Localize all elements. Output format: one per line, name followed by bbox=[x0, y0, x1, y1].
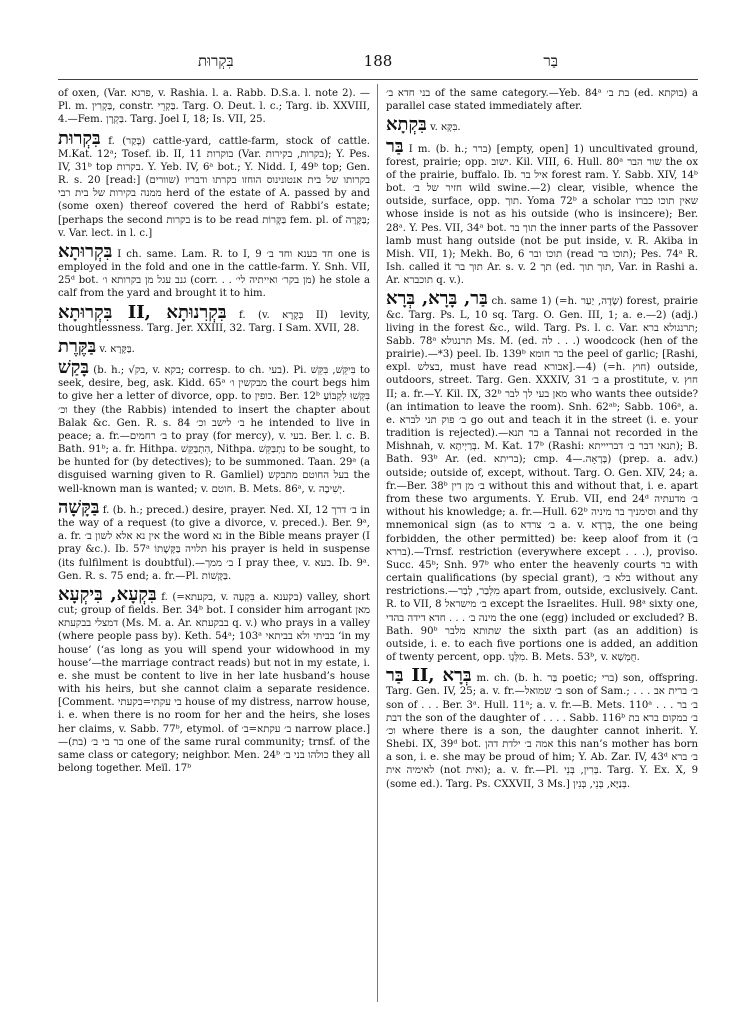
entry-text: f. (b. h.; preced.) desire, prayer. Ned. XI, 12 ב׳ דרך in the way of a request (to give a divorce, v. preced.). Ber. 9ᵃ, a. fr. אין נא אלא לשון ב׳ the word נא in the Bible means prayer (I pray &c.). Ib. 57ᵃ תלויה בַּקָּשָׁתוֹ his prayer is held in suspense (its fulfilment is doubtful).—ב׳ ממך I pray thee, v. בעא. Ib. 9ᵃ. Gen. R. s. 75 end; a. fr.—Pl. בַּקָּשׁוֹת. bbox=[58, 504, 370, 582]
entry-text: f. (v. בְּקָרָא II) levity, thoughtlessness. Targ. Jer. XXIII, 32. Targ. I Sam. XVII, 28. bbox=[58, 309, 370, 334]
entry-text: I m. (b. h.; ברר) [empty, open] 1) uncultivated ground, forest, prairie; opp. ישוב. Kil. VIII, 6. Hull. 80ᵃ שור הבר the ox of the prairie, buffalo. Ib. איל בר forest ram. Y. Sabb. XIV, 14ᵇ bot. חזיר של ב׳ wild swine.—2) clear, visible, whence the outside, surface, opp. תוך. Yoma 72ᵇ a scholar שאין תוכו כברו whose inside is not as his outside (who is insincere); Ber. 28ᵃ. Y. Pes. VII, 34ᵃ bot. תוך בר the inner parts of the Passover lamb must hang outside (not be put inside, v. R. Akiba in Mish. VII, 1); Mekh. Bo, 6 תוכו ובר (read תוכו בר); Pes. 74ᵃ R. Ish. called it תוך בר Ar. s. v. תך 2 (ed. תוך תוך, Var. in Rashi a. Ar. תוכברא q. v.). bbox=[386, 143, 698, 287]
entry bbox=[58, 240, 370, 301]
entry-text: of oxen, (Var. פרגא, v. Rashia. l. a. Rabb. D.S.a. l. note 2). —Pl. m. בַּקְרִין, constr. בַּקְרֵי. Targ. O. Deut. l. c.; Targ. ib. XXVIII, 4.—Fem. בַּקְרָן. Targ. Joel I, 18; Is. VII, 25. bbox=[58, 88, 370, 126]
entry bbox=[386, 116, 698, 134]
header-rule bbox=[58, 79, 698, 80]
headword: בִּקְרוּתָא bbox=[58, 240, 113, 262]
entry-text: בני חדא ב׳ of the same category.—Yeb. 84ᵃ בת ב׳ (ed. בוקתא) a parallel case stated immediately after. bbox=[386, 88, 698, 113]
entry bbox=[58, 127, 370, 240]
entry bbox=[58, 359, 370, 496]
entry-text: I ch. same. Lam. R. to I, 9 חד בענא וחד ב׳ one is employed in the fold and one in the cattle-farm. Y. Snh. VII, 25ᵈ bot. גנב עגל מן בקרותא ו׳ (corr. . . מן בקר׳ ואייתיה לי׳) he stole a calf from the yard and brought it to him. bbox=[58, 248, 370, 300]
right-column bbox=[386, 84, 698, 1004]
entry bbox=[386, 667, 698, 791]
entry-text: f. (בָּקַר) cattle-yard, cattle-farm, stock of cattle. M.Kat. 12ᵃ; Tosef. ib. II, 11 בוקרות (Var. בקרות, בקירות); Y. Pes. IV, 31ᵇ top בקרות. Y. Yeb. IV, 6ᵃ bot.; Y. Nidd. I, 49ᵇ top; Gen. R. s. 20 [read:] בקרותו של בית אנטונינוס הוחזו בקרתו ודבריו (שוורים) ממנה בקירות של בית רבי herd of the estate of A. passed by and (some oxen) thereof covered the herd of Rabbi’s estate; [perhaps the second בקרות is to be read בַּקָּרוֹת fem. pl. of בַּקָּרָה; v. Var. lect. in l. c.] bbox=[58, 135, 370, 239]
entry bbox=[386, 290, 698, 664]
running-head-left: בִּקְרוּת bbox=[198, 52, 234, 70]
entry bbox=[386, 135, 698, 288]
headword: בַּר, בָּרָא, בְּרָא bbox=[386, 288, 488, 310]
headword: בִּקְרוּת bbox=[58, 127, 101, 149]
column-rule bbox=[377, 84, 378, 1002]
entry bbox=[58, 496, 370, 583]
entry bbox=[58, 335, 370, 357]
headword: בִּקְרוּתָא II, בִּקְרִנוּתָא bbox=[58, 301, 227, 323]
entry-text: v. בַּקָּרָא. bbox=[99, 343, 135, 355]
headword: בִּקְעָא, בִּיקְעָא bbox=[58, 583, 157, 605]
headword: בִּקְתָא bbox=[386, 114, 427, 136]
headword: בַּר II, בְּרָא bbox=[386, 665, 472, 687]
headword: בַּקָּשָׁה bbox=[58, 496, 100, 518]
headword: בָּקַשׁ bbox=[58, 357, 90, 379]
entry-text: ch. same 1) (=h. שָׂדֶה, יַעַר) forest, prairie &c. Targ. Ps. L, 10 sq. Targ. O. Gen. III, 1; a. e.—2) (adj.) living in the forest &c., wild. Targ. Ps. l. c. Var. תרנגולא ברא; Sabb. 78ᵃ תרנגולא Ms. M. (ed. לה . . .) woodcock (hen of the prairie).—*3) peel. Ib. 139ᵇ בר חומא the peel of garlic; [Rashi, expl. בצלש, must have read אבורא].—4) (=h. חוץ) outside, outdoors, street. Targ. Gen. XXXIV, 31 ב׳ a prostitute, v. חוץ II; a. fr.—Y. Kil. IX, 32ᵇ מאן בעי לך לבר who wants thee outside? (an intimation to leave the room). Snh. 62ᵃᵇ; Sabb. 106ᵃ, a. e. ב׳ פוק תני לברא go out and teach it in the street (i. e. your tradition is rejected).—בר תנא a Tannai not recorded in the Mishnah, v. בְּרַיְיתָא. M. Kat. 17ᵇ (Rashi: תנאי דבר ב׳ דבריייתא); B. Bath. 93ᵇ Ar. (ed. בריתא); cmp. בָּרָאָה.—4) (prep. a. adv.) outside; outside of, except, without. Targ. O. Gen. XIV, 24; a. fr.—Ber. 38ᵇ ב׳ מן דין without this and without that, i. e. apart from these two arguments. Y. Erub. VII, end 24ᵈ ב׳ מדעתיה without his knowledge; a. fr.—Hull. 62ᵇ וסימניך בר מיניה and thy mnemonical sign (as to ב׳ צרדא a. v. בְּרְדָא, the one being forbidden, the other permitted) be: keep aloof from it (ב׳ בררא).—Trnsf. restriction (everywhere except . . .), proviso. Succ. 45ᵇ; Snh. 97ᵇ who enter the heavenly courts בר with certain qualifications (by special grant), בלא ב׳ without any restrictions.—מִלְּבַר, לְבַר apart from, outside, exclusively. Cant. R. to VII, 8 ב׳ מישראל except the Israelites. Hull. 98ᵃ sixty one, מינה ב׳ . . . חדא דידה בהדי the one (egg) included or excluded? B. Bath. 90ᵇ שתותא מלבר the sixth part (as an addition) is outside, i. e. to each five portions one is added, an addition of twenty percent, opp. מִלְּגָו. B. Mets. 53ᵇ, v. חֻמְשָׁא. bbox=[386, 296, 698, 664]
headword: בַּקֶּרֶת bbox=[58, 335, 97, 357]
entry-text: m. ch. (b. h. בַּר poetic; ברי) son, offspring. Targ. Gen. IV, 25; a. v. fr.—ב׳ שמואל son of Sam.; . . . ב׳ ברית אב son of . . . Ber. 3ᵃ. Hull. 11ᵃ; a. v. fr.—B. Mets. 110ᵃ . . . ב׳ בר דבת the son of the daughter of . . . . Sabb. 116ᵇ ב׳ במקום ברא בת וכ׳ where there is a son, the daughter cannot inherit. Y. Shebi. IX, 39ᵈ bot. אמה ב׳ ילדת דהן this nan’s mother has born a son, i. e. she may be proud of him; Y. Ab. Zar. IV, 43ᵈ ב׳ ברא לאימיה אית (not ואית); a. v. fr.—Pl. בְּרִין, בְּנֵי. Targ. Y. Ex. X, 9 (some ed.). Targ. Ps. CXXVII, 3 Ms.] בְּנַיָּא, בְּנֵי, בְּנִין. bbox=[386, 673, 698, 790]
entry-text: v. בִּקָּא. bbox=[430, 122, 461, 134]
headword: בַּר bbox=[386, 135, 404, 157]
running-head-right: בַּר bbox=[543, 52, 558, 70]
left-column bbox=[58, 84, 370, 1004]
entry bbox=[58, 301, 370, 335]
page-header bbox=[58, 52, 698, 76]
page-number: 188 bbox=[363, 52, 393, 70]
entry-text: f. (=בקעתא, v. בִּקְעָה a. בקענא) valley, short cut; group of fields. Ber. 34ᵇ bot. I consider him arrogant מאן דמצלי בבקעתא (Ms. M. a. Ar. בבקעתא q. v.) who prays in a valley (where people pass by). Keth. 54ᵃ; 103ᵃ בביתי ולא בביתאי ‘in my house’ (‘as long as you will spend your widowhood in my house’—the marriage contract reads) but not in my estate, i. e. she must be content to live in her late husband’s house with his heirs, but she cannot claim a separate residence. [Comment. בי עקתי=בקעתי house of my distress, narrow house, i. e. when there is no room for her and the heirs, she loses her claims, v. Sabb. 77ᵇ, etymol. of ב׳ עקתא=ב׳ narrow place.]—בר בי ב׳ (בת) one of the same rural community; trnsf. of the same class or category; neighbor. Men. 24ᵇ כולהו בני ב׳ they all belong together. Meïl. 17ᵇ bbox=[58, 591, 370, 775]
entry bbox=[58, 583, 370, 775]
entry-text: (b. h.; √בק, v. בקא; corresp. to ch. בעי). Pi. בִּיקֵּשׁ, בִּקֵּשׁ to seek, desire, beg, ask. Kidd. 65ᵃ מבקשין ו׳ the court begs him to give her a letter of divorce, opp. to כופין. Ber. 12ᵇ בִּקְּשׁוּ לִקְבּוֹעַ וכ׳ they (the Rabbis) intended to insert the chapter about Balak &c. Gen. R. s. 84 ב׳ לישב וכ׳ he intended to live in peace; a. fr.—ב׳ רחמים to pray (for mercy), v. בעי. Ber. l. c. B. Bath. 91ᵇ; a. fr. Hithpa. הִתְבַּקֵּשׁ, Nithpa. נִתְבַּקֵּשׁ to be sought, to be hunted for (by detectives); to be summoned. Taan. 29ᵃ (a disguised warning given to R. Gamliel) בעל החוטם מתבקש the well-known man is wanted; v. חוטם. B. Mets. 86ᵃ, v. יְשִׁיבָה. bbox=[58, 365, 370, 495]
entry bbox=[386, 84, 698, 113]
entry bbox=[58, 84, 370, 127]
